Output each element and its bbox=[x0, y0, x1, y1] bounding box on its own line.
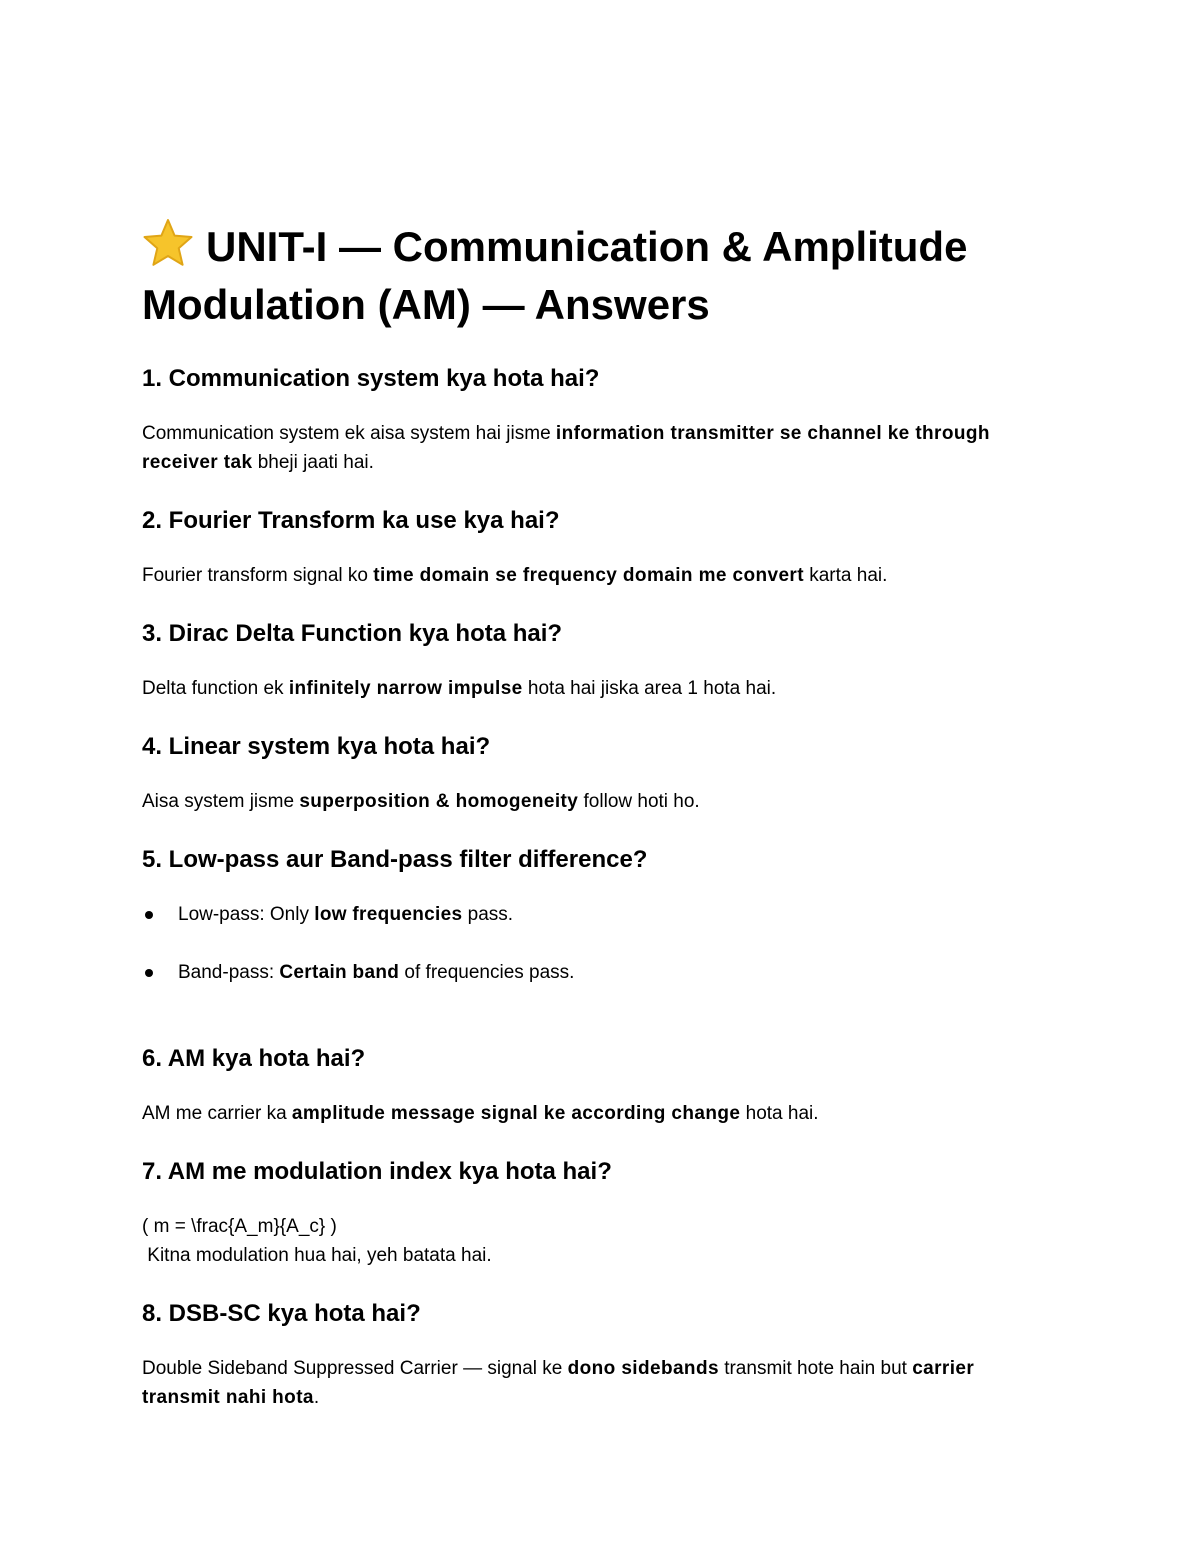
answer-7: Kitna modulation hua hai, yeh batata hai. bbox=[142, 1245, 492, 1266]
title-line-1: UNIT-I — Communication & Amplitude bbox=[206, 223, 968, 270]
answer-text: Delta function ek bbox=[142, 678, 289, 699]
question-heading-2: 2. Fourier Transform ka use kya hai? bbox=[142, 507, 560, 534]
answer-text: Communication system ek aisa system hai jisme bbox=[142, 423, 556, 444]
page-title bbox=[142, 218, 1042, 334]
star-icon bbox=[142, 218, 194, 268]
answer-bold: carrier transmit nahi hota bbox=[142, 1358, 975, 1408]
answer-8 bbox=[142, 1354, 1022, 1412]
question-heading-5: 5. Low-pass aur Band-pass filter difference? bbox=[142, 846, 648, 873]
answer-text: karta hai. bbox=[803, 565, 888, 586]
list-item-text: Band-pass: bbox=[178, 962, 280, 983]
answer-text: . bbox=[313, 1387, 320, 1408]
answer-text: hota hai jiska area 1 hota hai. bbox=[522, 678, 777, 699]
title-line-2: Modulation (AM) — Answers bbox=[142, 281, 710, 328]
question-heading-7: 7. AM me modulation index kya hota hai? bbox=[142, 1158, 612, 1185]
answer-text: bheji jaati hai. bbox=[252, 452, 374, 473]
answer-text: Double Sideband Suppressed Carrier — signal ke bbox=[142, 1358, 568, 1379]
formula-line: ( m = \frac{A_m}{A_c} ) bbox=[142, 1216, 337, 1237]
answer-bold: dono sidebands bbox=[567, 1358, 719, 1379]
list-item-bold: low frequencies bbox=[314, 904, 463, 925]
list-item bbox=[178, 900, 513, 929]
answer-bold: superposition & homogeneity bbox=[299, 791, 579, 812]
question-heading-4: 4. Linear system kya hota hai? bbox=[142, 733, 491, 760]
question-heading-6: 6. AM kya hota hai? bbox=[142, 1045, 366, 1072]
answer-text: AM me carrier ka bbox=[142, 1103, 292, 1124]
list-item-bold: Certain band bbox=[279, 962, 400, 983]
question-heading-8: 8. DSB-SC kya hota hai? bbox=[142, 1300, 421, 1327]
answer-bold: infinitely narrow impulse bbox=[288, 678, 523, 699]
answer-2 bbox=[142, 561, 1022, 590]
question-heading-1: 1. Communication system kya hota hai? bbox=[142, 365, 600, 392]
answer-bold: information transmitter se channel ke through receiver tak bbox=[142, 423, 990, 473]
answer-6 bbox=[142, 1099, 1022, 1128]
answer-text: follow hoti ho. bbox=[578, 791, 700, 812]
list-item-text: pass. bbox=[462, 904, 514, 925]
list-item bbox=[178, 958, 574, 987]
answer-bold: amplitude message signal ke according change bbox=[291, 1103, 741, 1124]
answer-text: Aisa system jisme bbox=[142, 791, 300, 812]
answer-text: transmit hote hain but bbox=[718, 1358, 913, 1379]
answer-text: hota hai. bbox=[740, 1103, 819, 1124]
bullet-icon bbox=[145, 911, 153, 919]
list-item-text: of frequencies pass. bbox=[399, 962, 575, 983]
answer-1 bbox=[142, 419, 1022, 477]
list-item-text: Low-pass: Only bbox=[178, 904, 315, 925]
question-heading-3: 3. Dirac Delta Function kya hota hai? bbox=[142, 620, 563, 647]
answer-3 bbox=[142, 674, 1022, 703]
answer-text: Fourier transform signal ko bbox=[142, 565, 374, 586]
bullet-icon bbox=[145, 969, 153, 977]
answer-bold: time domain se frequency domain me convert bbox=[373, 565, 804, 586]
answer-4 bbox=[142, 787, 1022, 816]
